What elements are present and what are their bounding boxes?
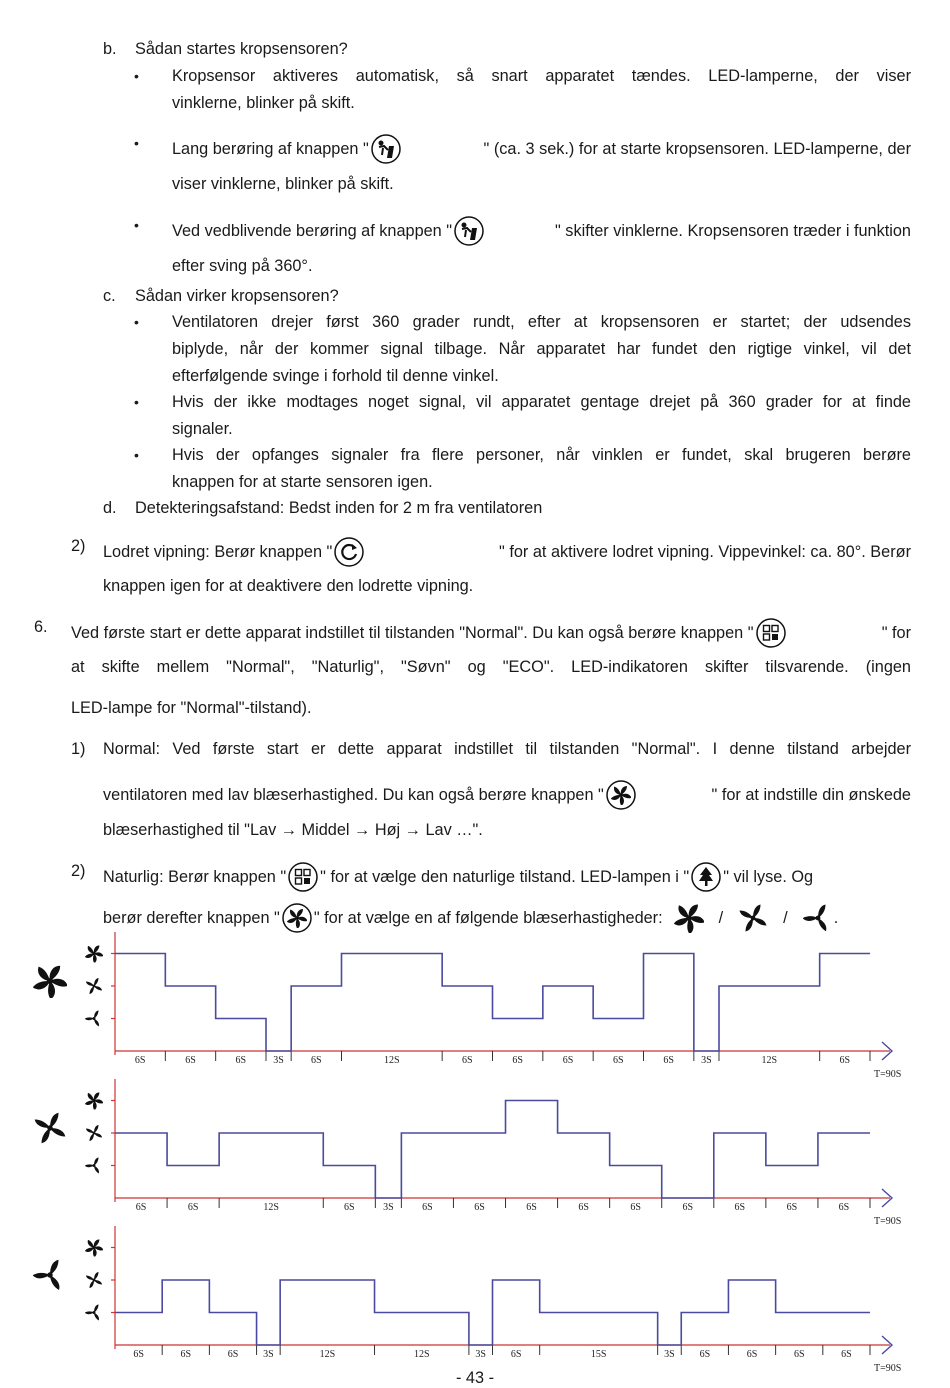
page-number: - 43 -	[455, 1369, 494, 1387]
inline-text: " for at vælge en af følgende blæserhastigheder:	[313, 909, 663, 927]
bullet: •	[134, 217, 139, 233]
paragraph-line: biplyde, når der kommer signal tilbage. Når apparatet har fundet den rigtige vinkel, vil det	[172, 340, 911, 358]
fan-icon	[605, 779, 637, 811]
list-marker-sub1: 1)	[71, 740, 86, 758]
y-level-high-icon	[85, 1092, 104, 1110]
inline-text: .	[833, 909, 839, 927]
paragraph-line: signaler.	[172, 420, 233, 438]
fan-high-icon	[674, 903, 704, 933]
segment-duration-label: 6S	[699, 1349, 711, 1360]
paragraph-line	[103, 536, 911, 568]
paragraph-line: viser vinklerne, blinker på skift.	[172, 175, 394, 193]
segment-duration-label: 6S	[134, 1055, 146, 1066]
inline-text: " for at aktivere lodret vipning. Vippevinkel: ca. 80°. Berør	[499, 543, 911, 561]
bullet: •	[134, 135, 139, 151]
y-level-low-icon	[85, 1157, 101, 1173]
paragraph-line: at skifte mellem "Normal", "Naturlig", "Søvn" og "ECO". LED-indikatoren skifter tilsvarende. (ingen	[71, 658, 911, 676]
segment-duration-label: 6S	[734, 1202, 746, 1213]
paragraph-line: Hvis der opfanges signaler fra flere personer, når vinklen er fundet, skal brugeren berøre	[172, 446, 911, 464]
bullet: •	[134, 394, 139, 410]
mode-icon	[287, 861, 319, 893]
person-sensor-icon	[453, 215, 485, 247]
fan-low-icon	[803, 903, 833, 933]
segment-duration-label: 6S	[474, 1202, 485, 1213]
segment-duration-label: 3S	[383, 1202, 394, 1213]
inline-text: ventilatoren med lav blæserhastighed. Du kan også berøre knappen "	[103, 786, 604, 804]
inline-text: " for at vælge den naturlige tilstand. LED-lampen i "	[320, 868, 690, 886]
speed-step-trace	[115, 1101, 870, 1199]
list-marker-d: d.	[103, 499, 117, 517]
segment-duration-label: 3S	[273, 1055, 284, 1066]
segment-duration-label: 6S	[185, 1055, 196, 1066]
segment-duration-label: 6S	[311, 1055, 322, 1066]
separator: /	[718, 909, 724, 927]
list-marker-c: c.	[103, 287, 116, 305]
paragraph-line: vinklerne, blinker på skift.	[172, 94, 355, 112]
inline-text: " vil lyse. Og	[723, 868, 814, 886]
rotate-icon	[333, 536, 365, 568]
segment-duration-label: 6S	[344, 1202, 355, 1213]
fan-mid-icon	[738, 903, 768, 933]
segment-duration-label: 3S	[475, 1349, 486, 1360]
segment-duration-label: 6S	[227, 1349, 239, 1360]
segment-duration-label: 6S	[562, 1055, 574, 1066]
segment-duration-label: 12S	[263, 1202, 279, 1213]
separator: /	[783, 909, 788, 927]
segment-duration-label: 6S	[746, 1349, 758, 1360]
segment-duration-label: 12S	[761, 1055, 778, 1066]
inline-text: " skifter vinklerne. Kropsensoren træder i funktion	[555, 222, 911, 240]
inline-text: berør derefter knappen "	[103, 909, 280, 927]
end-time-label: T=90S	[874, 1363, 902, 1374]
segment-duration-label: 3S	[664, 1349, 675, 1360]
segment-duration-label: 6S	[422, 1202, 433, 1213]
y-level-high-icon	[85, 945, 104, 963]
segment-duration-label: 6S	[526, 1202, 537, 1213]
y-level-low-icon	[85, 1304, 101, 1320]
person-sensor-icon	[370, 133, 402, 165]
segment-duration-label: 6S	[578, 1202, 589, 1213]
segment-duration-label: 6S	[838, 1202, 850, 1213]
segment-duration-label: 3S	[701, 1055, 712, 1066]
end-time-label: T=90S	[874, 1069, 902, 1080]
paragraph-line	[172, 215, 911, 247]
paragraph-line: knappen for at starte sensoren igen.	[172, 473, 433, 491]
segment-duration-label: 6S	[613, 1055, 624, 1066]
paragraph-line: Normal: Ved første start er dette apparat indstillet til tilstanden "Normal". I denne tilstand arbejder	[103, 740, 911, 758]
paragraph-line: efter sving på 360°.	[172, 257, 313, 275]
paragraph-line: Hvis der ikke modtages noget signal, vil apparatet gentage drejet på 360 grader for at finde	[172, 393, 911, 411]
segment-duration-label: 6S	[793, 1349, 805, 1360]
bullet: •	[134, 314, 139, 330]
y-level-mid-icon	[86, 978, 102, 994]
inline-text: Ved vedblivende berøring af knappen "	[172, 222, 453, 240]
segment-duration-label: 6S	[663, 1055, 674, 1066]
inline-text: " for	[881, 624, 911, 642]
segment-duration-label: 12S	[384, 1055, 400, 1066]
bullet: •	[134, 68, 139, 84]
speed-timing-chart-low	[25, 1224, 905, 1374]
list-marker-b: b.	[103, 40, 117, 58]
segment-duration-label: 6S	[133, 1349, 144, 1360]
segment-duration-label: 12S	[413, 1349, 430, 1360]
inline-text: Lang berøring af knappen "	[172, 140, 369, 158]
start-speed-mid-icon	[35, 1113, 66, 1144]
speed-step-trace	[115, 954, 870, 1052]
end-time-label: T=90S	[874, 1216, 902, 1227]
bullet: •	[134, 447, 139, 463]
segment-duration-label: 15S	[590, 1349, 607, 1360]
speed-timing-chart-mid	[25, 1077, 905, 1227]
start-speed-low-icon	[32, 1260, 63, 1290]
paragraph-line	[71, 617, 911, 649]
y-level-high-icon	[85, 1239, 104, 1257]
y-level-mid-icon	[86, 1272, 102, 1288]
tree-icon	[690, 861, 722, 893]
y-level-low-icon	[85, 1010, 101, 1026]
paragraph-line: Ventilatoren drejer først 360 grader rundt, efter at kropsensoren er startet; der udsendes	[172, 313, 911, 331]
inline-text: " (ca. 3 sek.) for at starte kropsensoren. LED-lamperne, der	[483, 140, 911, 158]
paragraph-line	[172, 133, 911, 165]
paragraph-line: blæserhastighed til "Lav → Middel → Høj → Lav …".	[103, 821, 483, 839]
list-marker-sub2: 2)	[71, 862, 86, 880]
paragraph-line: Kropsensor aktiveres automatisk, så snart apparatet tændes. LED-lamperne, der viser	[172, 67, 911, 85]
paragraph-line	[103, 861, 813, 893]
speed-timing-chart-high	[25, 930, 905, 1080]
y-level-mid-icon	[86, 1125, 102, 1141]
segment-duration-label: 6S	[462, 1055, 473, 1066]
inline-text: Lodret vipning: Berør knappen "	[103, 543, 333, 561]
paragraph-line	[103, 779, 911, 811]
inline-text: " for at indstille din ønskede	[711, 786, 911, 804]
segment-duration-label: 6S	[180, 1349, 192, 1360]
segment-duration-label: 6S	[630, 1202, 641, 1213]
segment-duration-label: 6S	[135, 1202, 147, 1213]
segment-duration-label: 6S	[786, 1202, 798, 1213]
segment-duration-label: 6S	[839, 1055, 851, 1066]
segment-duration-label: 6S	[682, 1202, 694, 1213]
start-speed-high-icon	[33, 966, 68, 1000]
paragraph-line: LED-lampe for "Normal"-tilstand).	[71, 699, 312, 717]
paragraph-line: efterfølgende svinge i forhold til denne vinkel.	[172, 367, 499, 385]
segment-duration-label: 6S	[187, 1202, 199, 1213]
segment-duration-label: 6S	[512, 1055, 523, 1066]
inline-text: Ved første start er dette apparat indstillet til tilstanden "Normal". Du kan også berøre knappen "	[71, 624, 754, 642]
section-b-heading: Sådan startes kropsensoren?	[135, 40, 348, 58]
list-marker-2: 2)	[71, 537, 86, 555]
list-marker-6: 6.	[34, 618, 48, 636]
section-d-text: Detekteringsafstand: Bedst inden for 2 m fra ventilatoren	[135, 499, 543, 517]
section-c-heading: Sådan virker kropsensoren?	[135, 287, 339, 305]
mode-icon	[755, 617, 787, 649]
speed-step-trace	[115, 1280, 870, 1345]
segment-duration-label: 3S	[263, 1349, 274, 1360]
segment-duration-label: 6S	[235, 1055, 247, 1066]
paragraph-line: knappen igen for at deaktivere den lodrette vipning.	[103, 577, 474, 595]
inline-text: Naturlig: Berør knappen "	[103, 868, 287, 886]
segment-duration-label: 12S	[319, 1349, 336, 1360]
segment-duration-label: 6S	[841, 1349, 852, 1360]
segment-duration-label: 6S	[510, 1349, 522, 1360]
